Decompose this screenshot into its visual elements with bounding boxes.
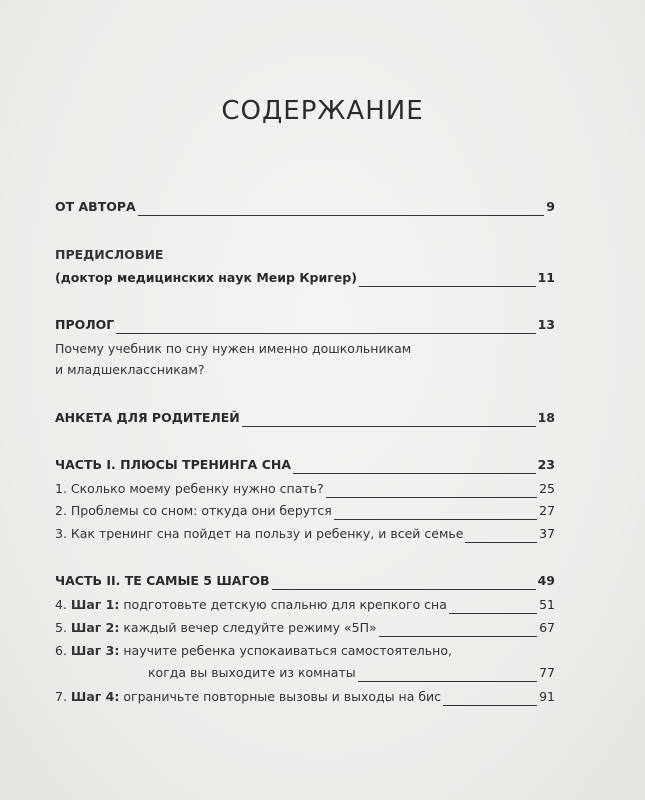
step-label: Шаг 3: [70,643,120,658]
toc-entry-label: ПРОЛОГ [55,317,115,332]
toc-entry-chapter-3[interactable] [55,526,555,546]
toc-entry-label: (доктор медицинских наук Меир Кригер) [55,270,357,285]
step-label: Шаг 4: [70,689,120,704]
leader-line [443,704,537,706]
toc-entry-label [55,597,447,612]
toc-page-number: 13 [537,317,555,332]
toc-prologue-desc-line1: Почему учебник по сну нужен именно дошкольникам [55,341,412,356]
toc-entry-prologue[interactable] [55,317,555,337]
toc-entry-label: ОТ АВТОРА [55,199,136,214]
step-label: Шаг 2: [70,620,120,635]
chapter-title-continued: когда вы выходите из комнаты [148,665,356,680]
toc-entry-label [55,620,377,635]
leader-line [358,680,537,682]
toc-page-number: 23 [537,457,555,472]
toc-page-number: 67 [539,620,555,635]
toc-entry-chapter-4[interactable] [55,597,555,617]
toc-page-number: 27 [539,503,555,518]
leader-line [465,541,537,543]
leader-line [379,635,537,637]
toc-entry-label: ЧАСТЬ I. ПЛЮСЫ ТРЕНИНГА СНА [55,457,292,472]
toc-prologue-desc-line2: и младшеклассникам? [55,362,205,377]
toc-entry-label: АНКЕТА ДЛЯ РОДИТЕЛЕЙ [55,410,240,425]
toc-entry-chapter-1[interactable] [55,481,555,501]
leader-line [334,518,537,520]
chapter-number: 6. [55,643,67,658]
toc-page-number: 49 [537,573,555,588]
leader-line [449,612,537,614]
chapter-title: каждый вечер следуйте режиму «5П» [123,620,377,635]
toc-entry-survey[interactable] [55,410,555,430]
toc-page-number: 9 [546,199,555,214]
toc-page-number: 18 [537,410,555,425]
toc-page-number: 91 [539,689,555,704]
toc-page-number: 25 [539,481,555,496]
toc-page-number: 11 [537,270,555,285]
toc-entry-author[interactable] [55,199,555,219]
leader-line [116,332,535,334]
toc-entry-preface[interactable] [55,270,555,290]
toc-entry-chapter-7[interactable] [55,689,555,709]
toc-entry-chapter-5[interactable] [55,620,555,640]
toc-entry-part1[interactable] [55,457,555,477]
step-label: Шаг 1: [70,597,120,612]
leader-line [138,214,545,216]
toc-page-number: 37 [539,526,555,541]
chapter-number: 5. [55,620,67,635]
leader-line [242,425,536,427]
leader-line [272,588,536,590]
toc-entry-label [55,689,441,704]
chapter-number: 7. [55,689,67,704]
leader-line [293,472,536,474]
leader-line [326,496,537,498]
leader-line [359,285,536,287]
toc-page-number: 51 [539,597,555,612]
toc-page-number: 77 [539,665,555,680]
toc-entry-label: ЧАСТЬ II. ТЕ САМЫЕ 5 ШАГОВ [55,573,270,588]
chapter-title: ограничьте повторные вызовы и выходы на бис [123,689,442,704]
page-title: СОДЕРЖАНИЕ [221,96,424,126]
chapter-number: 4. [55,597,67,612]
toc-entry-chapter-6-line1[interactable] [55,643,452,658]
toc-entry-part2[interactable] [55,573,555,593]
toc-entry-preface-label[interactable]: ПРЕДИСЛОВИЕ [55,247,164,262]
toc-entry-chapter-6[interactable] [148,665,555,685]
toc-entry-label: 3. Как тренинг сна пойдет на пользу и ребенку, и всей семье [55,526,464,541]
chapter-title: подготовьте детскую спальню для крепкого сна [123,597,447,612]
toc-entry-label: 1. Сколько моему ребенку нужно спать? [55,481,324,496]
toc-entry-label: 2. Проблемы со сном: откуда они берутся [55,503,332,518]
toc-entry-chapter-2[interactable] [55,503,555,523]
chapter-title: научите ребенка успокаиваться самостоятельно, [123,643,452,658]
